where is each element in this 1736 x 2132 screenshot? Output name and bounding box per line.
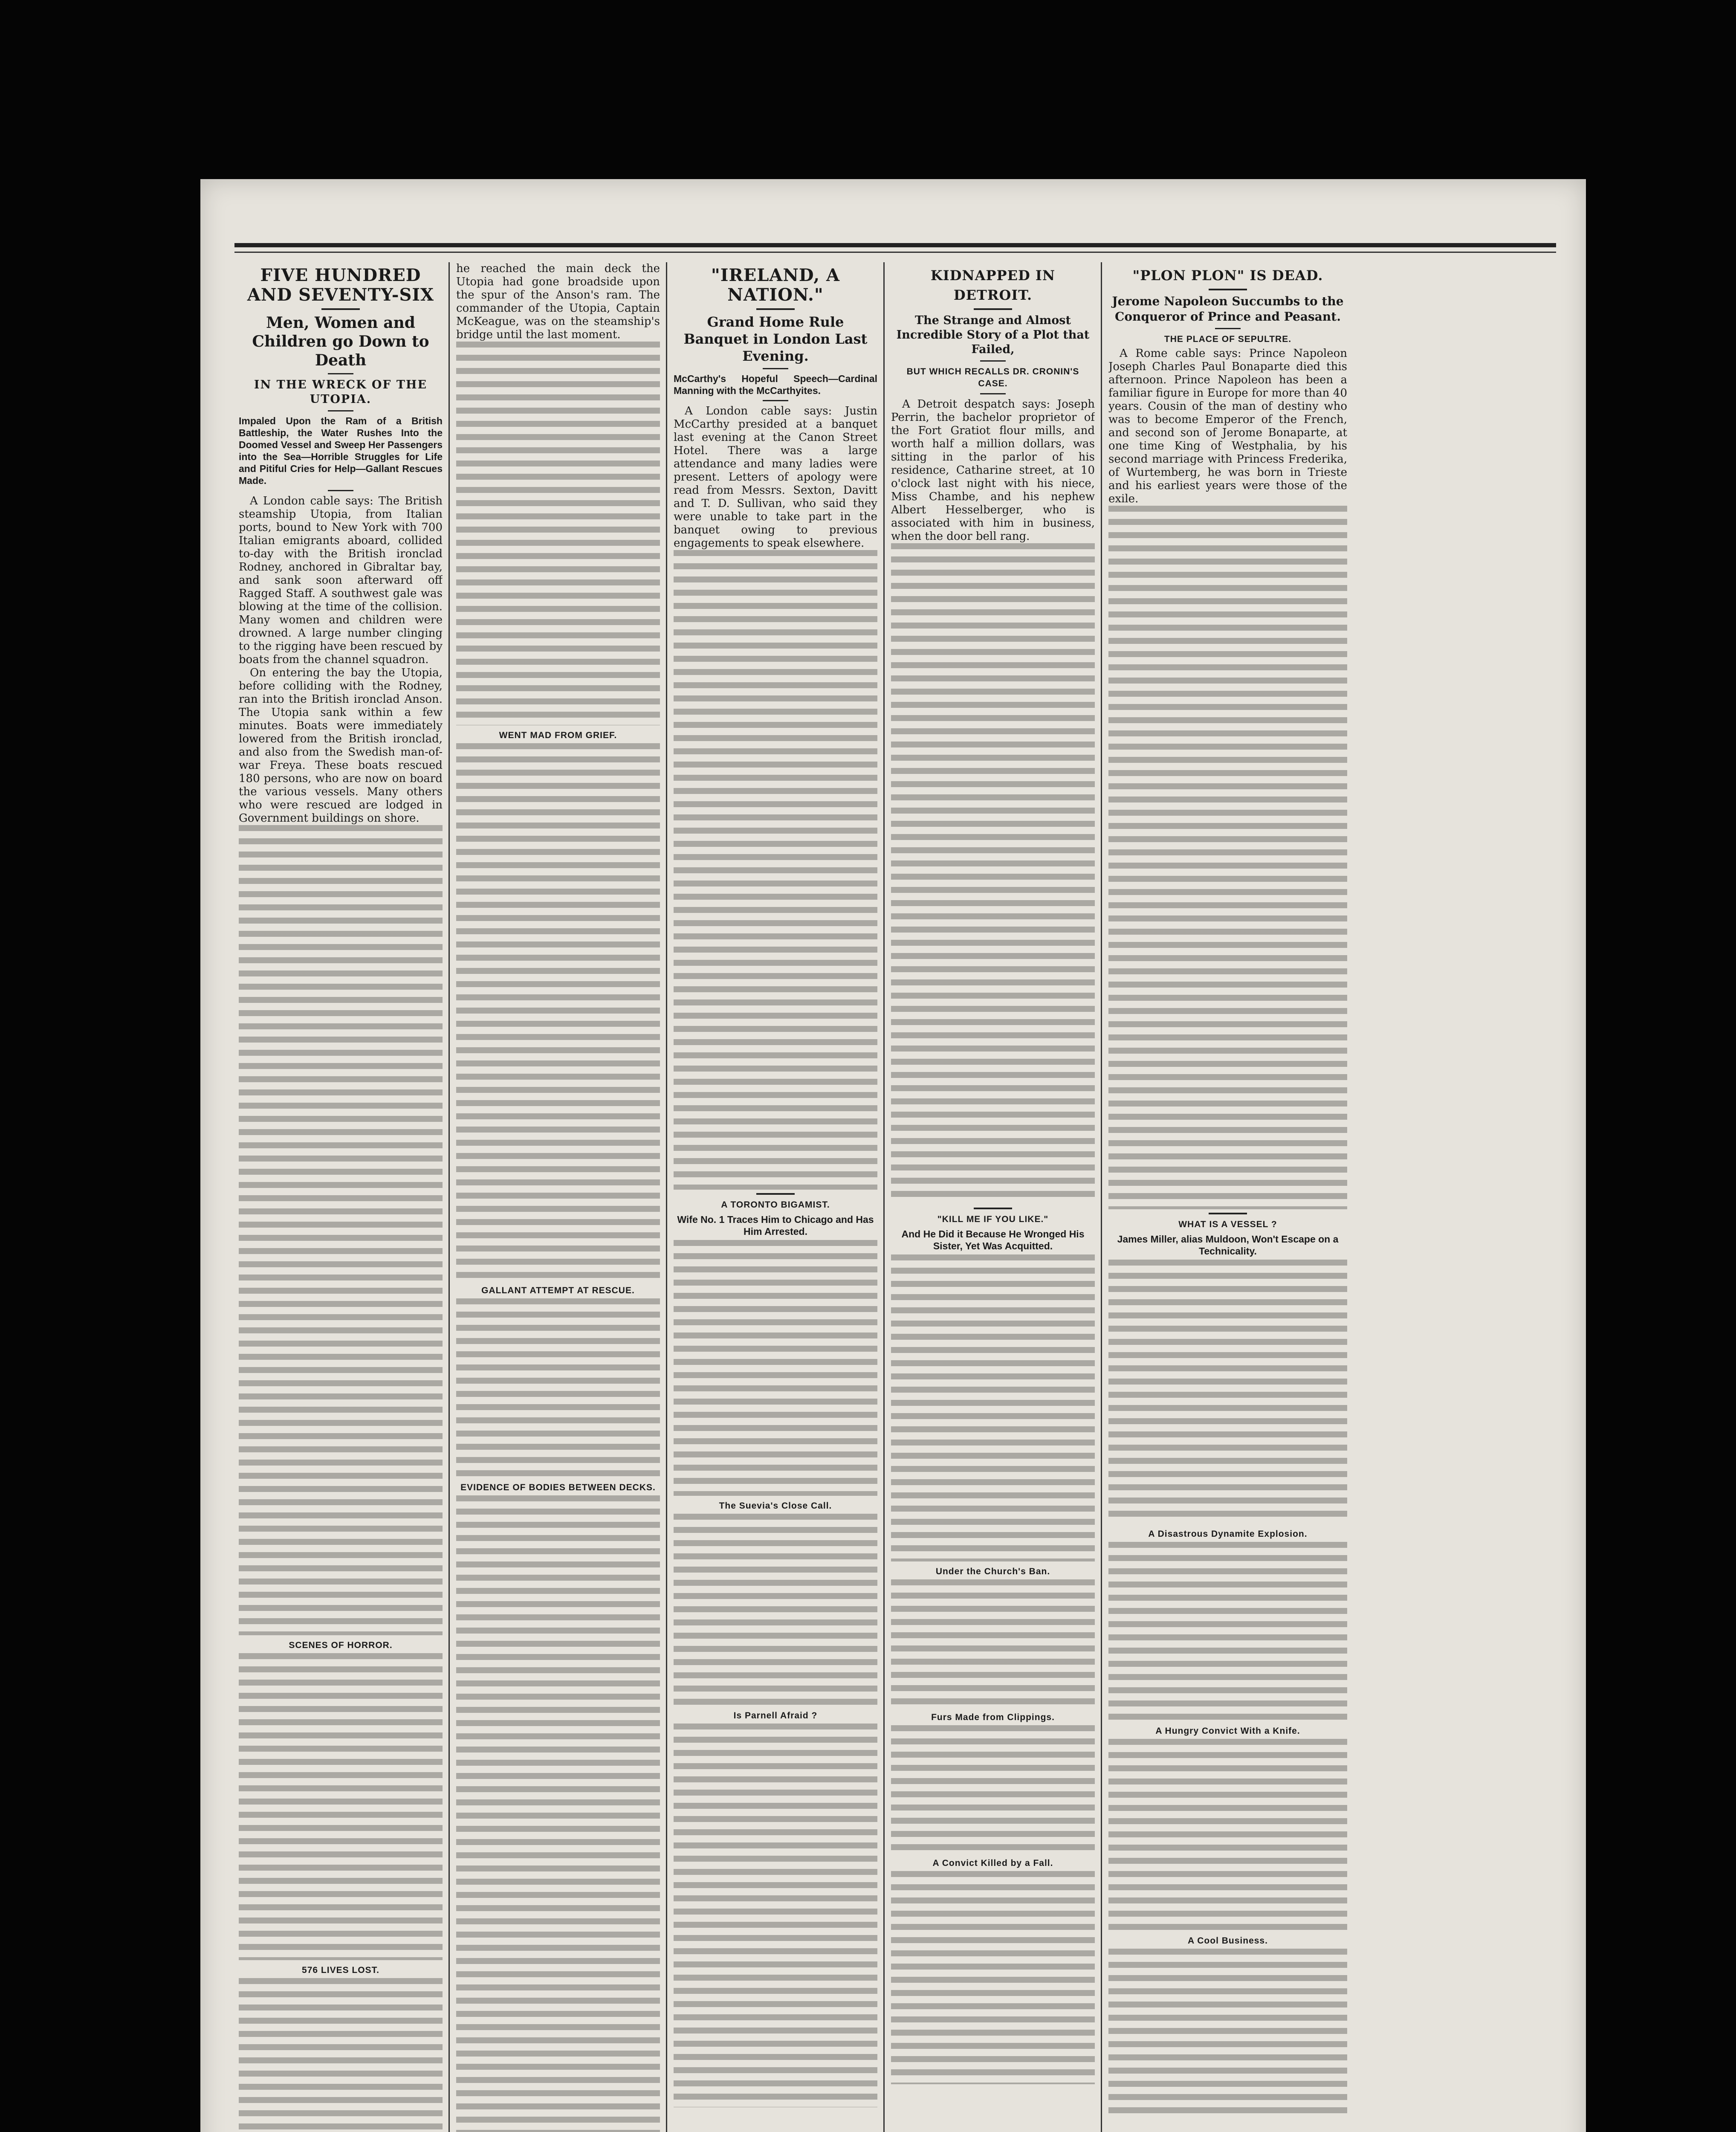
headline-kidnapped: KIDNAPPED IN DETROIT. [930,267,1056,303]
article-paragraph: he reached the main deck the Utopia had gone broadside upon the spur of the Anson's ram. The commander of the Utopia, Captain McKeague, was on the steamship's bridge until the last moment. [456,262,660,341]
divider [980,393,1006,394]
divider [1209,289,1247,290]
deck-kidnapped: BUT WHICH RECALLS DR. CRONIN'S CASE. [906,367,1079,388]
section-heading: A TORONTO BIGAMIST. [721,1200,830,1210]
deck-vessel: James Miller, alias Muldoon, Won't Escape on a Technicality. [1117,1234,1339,1257]
subhead-kidnapped: The Strange and Almost Incredible Story of a Plot that Failed, [896,314,1090,356]
divider [1215,328,1241,329]
divider [328,373,353,374]
section-heading: A Disastrous Dynamite Explosion. [1148,1529,1308,1539]
deck-bigamist: Wife No. 1 Traces Him to Chicago and Has Him Arrested. [677,1214,874,1237]
section-heading: EVIDENCE OF BODIES BETWEEN DECKS. [460,1483,656,1492]
article-text-block [1108,506,1347,1209]
divider [974,308,1012,310]
column-rule [883,262,885,2132]
kicker-utopia: IN THE WRECK OF THE UTOPIA. [254,378,428,406]
section-heading: The Suevia's Close Call. [719,1501,832,1511]
article-text-block [456,743,660,1280]
article-text-block [239,1978,443,2132]
divider [974,1208,1012,1209]
section-heading: Is Parnell Afraid ? [733,1711,818,1721]
section-heading: 576 LIVES LOST. [302,1965,379,1975]
section-heading: A Convict Killed by a Fall. [932,1858,1053,1868]
article-paragraph: A London cable says: The British steamship Utopia, from Italian ports, bound to New York with 700 Italian emigrants aboard, collided to-day with the British ironclad Rodney, anchored in Gibraltar bay, and sank soon afterward off Ragged Staff. A southwest gale was blowing at the time of the collision. Many women and children were drowned. A large number clinging to the rigging have been rescued by boats from the channel squadron. [239,495,443,666]
article-text-block [239,825,443,1635]
article-paragraph: On entering the bay the Utopia, before colliding with the Rodney, ran into the British ironclad Anson. The Utopia sank within a few minutes. Boats were immediately lowered from the British ironclad, and also from the Swedish man-of-war Freya. These boats rescued 180 persons, who are now on board the various vessels. Many others who were rescued are lodged in Government buildings on shore. [239,666,443,825]
divider [756,1193,795,1195]
article-paragraph: A Rome cable says: Prince Napoleon Joseph Charles Paul Bonaparte died this afternoon. Prince Napoleon has been a familiar figure in Europe for more than 40 years. Cousin of the man of destiny who was to become Emperor of the French, and second son of Jerome Bonaparte, at one time King of Westphalia, by his second marriage with Princess Frederika, of Wurtemberg, he was born in Trieste and his earliest years were those of the exile. [1108,347,1347,505]
headline-utopia: FIVE HUNDRED AND SEVENTY-SIX [247,265,434,305]
article-text-block [1108,1260,1347,1524]
subhead-plon-plon: Jerome Napoleon Succumbs to the Conqueror of Prince and Peasant. [1112,294,1344,324]
section-heading: Under the Church's Ban. [935,1567,1050,1576]
deck-kill-me: And He Did it Because He Wronged His Sister, Yet Was Acquitted. [901,1228,1085,1251]
article-text-block [674,1240,877,1496]
article-text-block [891,1254,1095,1561]
column-5 [1108,262,1347,2132]
section-heading: WENT MAD FROM GRIEF. [499,730,617,740]
section-heading: THE PLACE OF SEPULTRE. [1164,334,1292,344]
section-heading: A Hungry Convict With a Knife. [1155,1726,1300,1736]
article-text-block [891,543,1095,1204]
section-heading: A Cool Business. [1188,1936,1268,1946]
divider [1209,1213,1247,1214]
column-2 [456,262,660,2132]
article-text-block [891,1725,1095,1853]
deck-ireland: McCarthy's Hopeful Speech—Cardinal Manning with the McCarthyites. [674,373,877,396]
article-text-block [674,1724,877,2107]
article-text-block [1108,1949,1347,2119]
headline-plon-plon: "PLON PLON" IS DEAD. [1132,267,1323,284]
article-text-block [1108,1739,1347,1931]
column-1 [239,262,443,2132]
section-heading: GALLANT ATTEMPT AT RESCUE. [481,1286,635,1295]
article-text-block [674,1514,877,1706]
article-text-block [239,1653,443,1960]
column-rule [448,262,450,2132]
article-text-block [891,1579,1095,1707]
article-text-block [456,342,660,725]
divider [756,308,795,310]
subhead-utopia: Men, Women and Children go Down to Death [252,314,429,369]
article-text-block [456,1298,660,1477]
deck-utopia: Impaled Upon the Ram of a British Battleship, the Water Rushes Into the Doomed Vessel and Sweep Her Passengers into the Sea—Horrible Struggles for Life and Pitiful Cries for Help—Gallant Rescues Made. [239,415,443,486]
section-heading: SCENES OF HORROR. [289,1640,393,1650]
top-rule [234,243,1556,247]
top-rule-thin [234,252,1556,253]
column-3 [674,262,877,2132]
column-rule [1101,262,1102,2132]
subhead-ireland: Grand Home Rule Banquet in London Last Evening. [683,314,868,364]
section-heading: Furs Made from Clippings. [931,1712,1055,1722]
divider [980,360,1006,362]
divider [328,410,353,411]
headline-ireland: "IRELAND, A NATION." [711,265,840,305]
divider [321,308,360,310]
article-paragraph: A London cable says: Justin McCarthy presided at a banquet last evening at the Canon Street Hotel. There was a large attendance and many ladies were present. Letters of apology were read from Messrs. Sexton, Davitt and T. D. Sullivan, who said they were unable to take part in the banquet owing to previous engagements to speak elsewhere. [674,405,877,550]
article-paragraph: A Detroit despatch says: Joseph Perrin, the bachelor proprietor of the Fort Gratiot flour mills, and worth half a million dollars, was sitting in the parlor of his residence, Catharine street, at 10 o'clock last night with his niece, Miss Chambe, and his nephew Albert Hesselberger, who is associated with him in business, when the door bell rang. [891,398,1095,543]
divider [328,490,353,491]
column-4 [891,262,1095,2132]
article-text-block [674,550,877,1190]
article-text-block [891,1871,1095,2084]
divider [763,400,788,401]
newspaper-page [200,179,1586,2132]
section-heading: WHAT IS A VESSEL ? [1178,1220,1277,1229]
article-text-block [1108,1542,1347,1721]
column-rule [666,262,667,2132]
section-heading: "KILL ME IF YOU LIKE." [937,1214,1049,1224]
divider [763,368,788,369]
article-text-block [456,1495,660,2132]
